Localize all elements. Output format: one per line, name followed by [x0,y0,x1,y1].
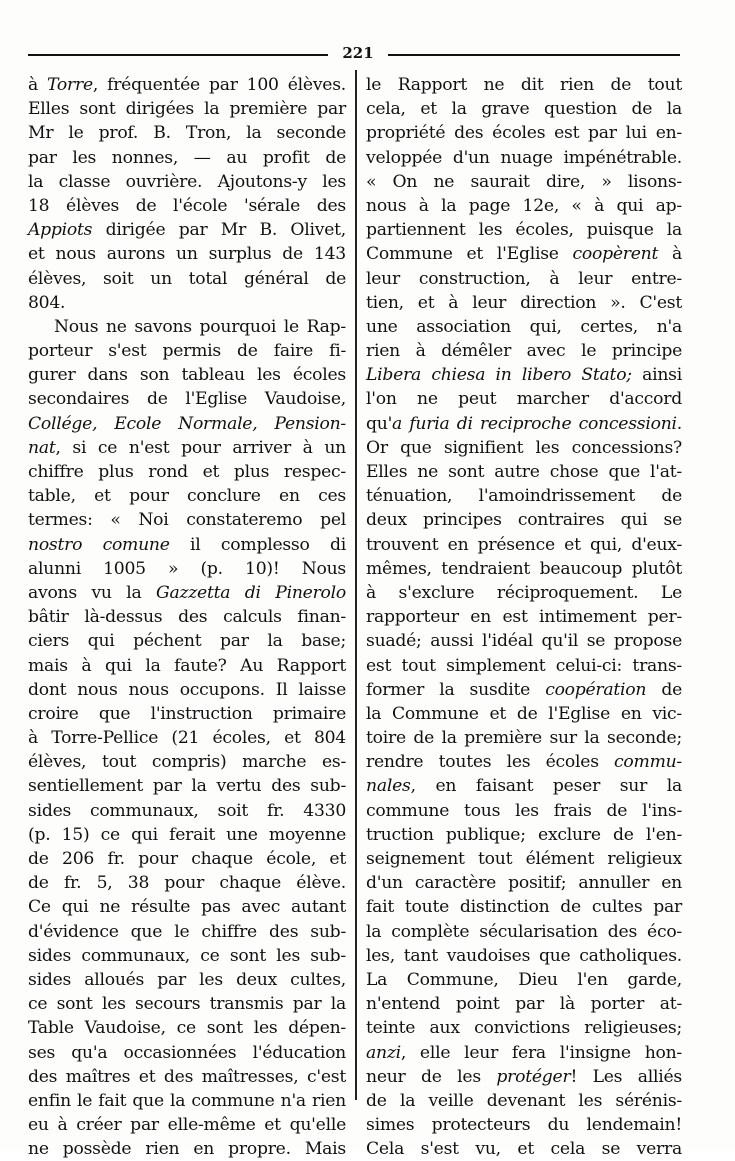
italic-text: protéger [496,1066,571,1087]
text-line [28,823,346,847]
text-run: une association qui, certes, n'a [366,316,682,337]
text-line [28,847,346,871]
italic-text: coopération [545,679,647,700]
text-line [28,1016,346,1040]
text-run: cela, et la grave question de la [366,99,682,120]
text-line [366,654,682,678]
text-run: des maîtres et des maîtresses, c'est [28,1066,346,1087]
text-line [366,968,682,992]
text-run: dont nous nous occupons. Il laisse [28,679,346,700]
text-line [366,315,682,339]
text-run: Table Vaudoise, ce sont les dépen- [28,1018,346,1039]
text-line [28,170,346,194]
text-line [366,363,682,387]
text-line [366,242,682,266]
text-run: 18 élèves de l'école 'sérale des [28,195,346,216]
italic-text: nales [366,776,411,797]
italic-text: nostro comune [28,534,170,555]
text-line [28,412,346,436]
text-run: la classe ouvrière. Ajoutons-y les [28,171,346,192]
text-line [366,73,682,97]
text-run: qu' [366,413,393,434]
text-run: secondaires de l'Eglise Vaudoise, [28,389,346,410]
text-run: , fréquentée par 100 élèves. [92,75,347,95]
text-run: ce sont les secours transmis par la [28,994,346,1015]
column-divider [355,70,357,1100]
text-run: , si ce n'est pour arriver à un [55,437,346,458]
text-line [366,750,682,774]
text-line [28,1113,346,1137]
text-line [366,1137,682,1161]
text-line [28,799,346,823]
text-run: rien à démêler avec le principe [366,341,682,362]
text-line [366,121,682,145]
text-line [28,629,346,653]
text-line [366,1041,682,1065]
text-run: , en faisant peser sur la [410,776,682,797]
text-line [28,871,346,895]
text-run: porteur s'est permis de faire fi- [28,341,346,362]
text-line [28,702,346,726]
text-line [28,291,346,315]
text-line [366,218,682,242]
text-line [28,1137,346,1161]
text-run: teinte aux convictions religieuses; [366,1018,682,1039]
text-run: sides alloués par les deux cultes, [28,969,346,990]
text-run: deux principes contraires qui se [366,510,682,531]
text-run: rendre toutes les écoles [366,752,615,773]
page-header [28,44,680,64]
text-line [28,387,346,411]
italic-text: coopèrent [572,244,659,265]
text-run: de 206 fr. pour chaque école, et [28,849,346,869]
italic-text: anzi [366,1042,401,1063]
text-run: bâtir là-dessus des calculs finan- [28,607,346,628]
text-line [28,508,346,532]
text-line [366,533,682,557]
text-line [28,460,346,484]
text-run: Nous ne savons pourquoi le Rap- [54,316,346,337]
text-line [28,992,346,1016]
text-line [28,218,346,242]
text-run: rapporteur en est intimement per- [366,607,682,628]
text-run: (p. 15) ce qui ferait une moyenne [28,824,346,845]
text-run: de [646,679,682,700]
text-run: « On ne saurait dire, » lisons- [366,171,682,192]
text-run: la Commune et de l'Eglise en vic- [366,703,682,724]
italic-text: Gazzetta di Pinerolo [155,582,346,603]
text-run: gurer dans son tableau les écoles [28,365,346,386]
left-column [28,73,346,1161]
header-rule-right [388,54,680,56]
text-line [366,170,682,194]
text-run: table, et pour conclure en ces [28,486,346,507]
text-line [366,944,682,968]
text-line [28,920,346,944]
text-line [366,436,682,460]
text-run: ainsi [631,365,682,386]
text-line [366,194,682,218]
text-run: mais à qui la faute? Au Rapport [28,655,346,676]
text-line [366,484,682,508]
text-line [366,678,682,702]
text-line [366,1016,682,1040]
text-line [366,460,682,484]
text-run: par les nonnes, — au profit de [28,147,346,168]
text-run: ne possède rien en propre. Mais [28,1139,346,1160]
text-run: simes protecteurs du lendemain! [366,1115,682,1136]
text-line [366,992,682,1016]
text-run: enfin le fait que la commune n'a rien [28,1090,346,1111]
italic-text: Torre [47,75,93,95]
text-line [366,920,682,944]
text-run: à [658,244,682,265]
text-line [366,146,682,170]
text-line [28,436,346,460]
text-line [28,242,346,266]
text-line [366,1113,682,1137]
italic-text: commu- [614,752,682,773]
text-line [366,581,682,605]
text-line [366,412,682,436]
text-line [28,194,346,218]
text-run: la complète sécularisation des éco- [366,921,682,942]
text-line [28,678,346,702]
text-line [28,654,346,678]
text-run: l'on ne peut marcher d'accord [366,389,682,410]
text-line [366,605,682,629]
text-run: La Commune, Dieu l'en garde, [366,969,682,990]
text-run: Elles sont dirigées la première par [28,99,346,120]
text-line [366,1065,682,1089]
text-line [28,1065,346,1089]
text-line [366,339,682,363]
text-run: propriété des écoles est par lui en- [366,123,682,144]
text-run: élèves, tout compris) marche es- [28,752,346,773]
text-run: partiennent les écoles, puisque la [366,220,682,241]
text-run: alunni 1005 » (p. 10)! Nous [28,558,346,579]
text-line [28,267,346,291]
text-line [28,146,346,170]
text-run: Or que signifient les concessions? [366,437,682,458]
text-line [28,557,346,581]
text-run: à [28,75,48,95]
text-line [28,363,346,387]
text-run: Mr le prof. B. Tron, la seconde [28,123,346,144]
text-run: former la susdite [366,679,546,700]
text-line [28,581,346,605]
text-run: avons vu la [28,582,156,603]
italic-text: nat [28,437,56,458]
text-line [28,97,346,121]
text-run: chiffre plus rond et plus respec- [28,462,346,482]
text-run: il complesso di [169,534,346,555]
page-number: 221 [342,44,374,62]
text-run: tien, et à leur direction ». C'est [366,292,682,313]
text-run: termes: « Noi constateremo pel [28,510,346,531]
text-line [366,1089,682,1113]
text-line [28,121,346,145]
text-run: , elle leur fera l'insigne hon- [400,1042,682,1063]
text-run: n'entend point par là porter at- [366,994,682,1015]
text-line [28,968,346,992]
text-line [366,557,682,581]
text-line [366,702,682,726]
text-run: Cela s'est vu, et cela se verra [366,1139,682,1160]
text-line [366,629,682,653]
text-run: sentiellement par la vertu des sub- [28,776,346,797]
text-line [28,944,346,968]
text-run: élèves, soit un total général de [28,268,346,289]
text-run: leur construction, à leur entre- [366,268,682,289]
text-run: nous à la page 12e, « à qui ap- [366,195,682,216]
text-run: 804. [28,292,66,313]
text-line [28,315,346,339]
text-run: ses qu'a occasionnées l'éducation [28,1042,346,1063]
text-run: mêmes, tendraient beaucoup plutôt [366,558,682,579]
text-run: fait toute distinction de cultes par [366,897,682,918]
text-run: trouvent en présence et qui, d'eux- [366,534,682,555]
text-run: et nous aurons un surplus de 143 [28,244,346,265]
text-run: croire que l'instruction primaire [28,703,346,724]
text-run: Ce qui ne résulte pas avec autant [28,897,346,918]
text-line [366,871,682,895]
text-run: eu à créer par elle-même et qu'elle [28,1115,346,1136]
text-run: dirigée par Mr B. Olivet, [92,220,346,241]
text-run: de la veille devenant les sérénis- [366,1090,682,1111]
text-line [28,1089,346,1113]
text-line [366,895,682,919]
text-line [366,97,682,121]
text-run: les, tant vaudoises que catholiques. [366,945,682,966]
text-line [28,750,346,774]
text-line [366,774,682,798]
text-run: ciers qui péchent par la base; [28,631,346,652]
text-line [366,847,682,871]
text-run: à Torre-Pellice (21 écoles, et 804 [28,728,346,749]
text-run: ténuation, l'amoindrissement de [366,486,682,507]
text-run: seignement tout élément religieux [366,849,682,869]
text-run: toire de la première sur la seconde; [366,728,682,749]
text-line [366,387,682,411]
text-line [28,774,346,798]
text-line [28,726,346,750]
text-run: d'un caractère positif; annuller en [366,873,682,894]
text-line [366,267,682,291]
text-run: sides communaux, ce sont les sub- [28,945,346,966]
text-run: ! Les alliés [570,1066,682,1087]
text-line [28,73,346,97]
italic-text: Libera chiesa in libero Stato; [366,365,632,386]
text-line [28,605,346,629]
text-line [28,895,346,919]
text-run: le Rapport ne dit rien de tout [366,75,682,95]
italic-text: a furia di reciproche concessioni. [392,413,682,434]
text-line [28,533,346,557]
text-run: commune tous les frais de l'ins- [366,800,682,821]
text-line [366,726,682,750]
right-column [366,73,682,1161]
text-run: suadé; aussi l'idéal qu'il se propose [366,631,682,652]
text-run: veloppée d'un nuage impénétrable. [366,147,682,168]
text-line [28,1041,346,1065]
text-line [366,508,682,532]
text-line [28,484,346,508]
text-run: Commune et l'Eglise [366,244,573,265]
text-run: neur de les [366,1066,497,1087]
text-run: Elles ne sont autre chose que l'at- [366,462,682,482]
text-run: sides communaux, soit fr. 4330 [28,800,346,821]
text-run: de fr. 5, 38 pour chaque élève. [28,873,346,894]
text-line [366,823,682,847]
text-line [28,339,346,363]
header-rule-left [28,54,328,56]
italic-text: Appiots [28,220,93,241]
italic-text: Collége, Ecole Normale, Pension- [28,413,346,434]
text-run: est tout simplement celui-ci: trans- [366,655,682,676]
text-run: d'évidence que le chiffre des sub- [28,921,346,942]
text-line [366,291,682,315]
text-line [366,799,682,823]
text-run: à s'exclure réciproquement. Le [366,582,682,603]
text-run: truction publique; exclure de l'en- [366,824,682,845]
